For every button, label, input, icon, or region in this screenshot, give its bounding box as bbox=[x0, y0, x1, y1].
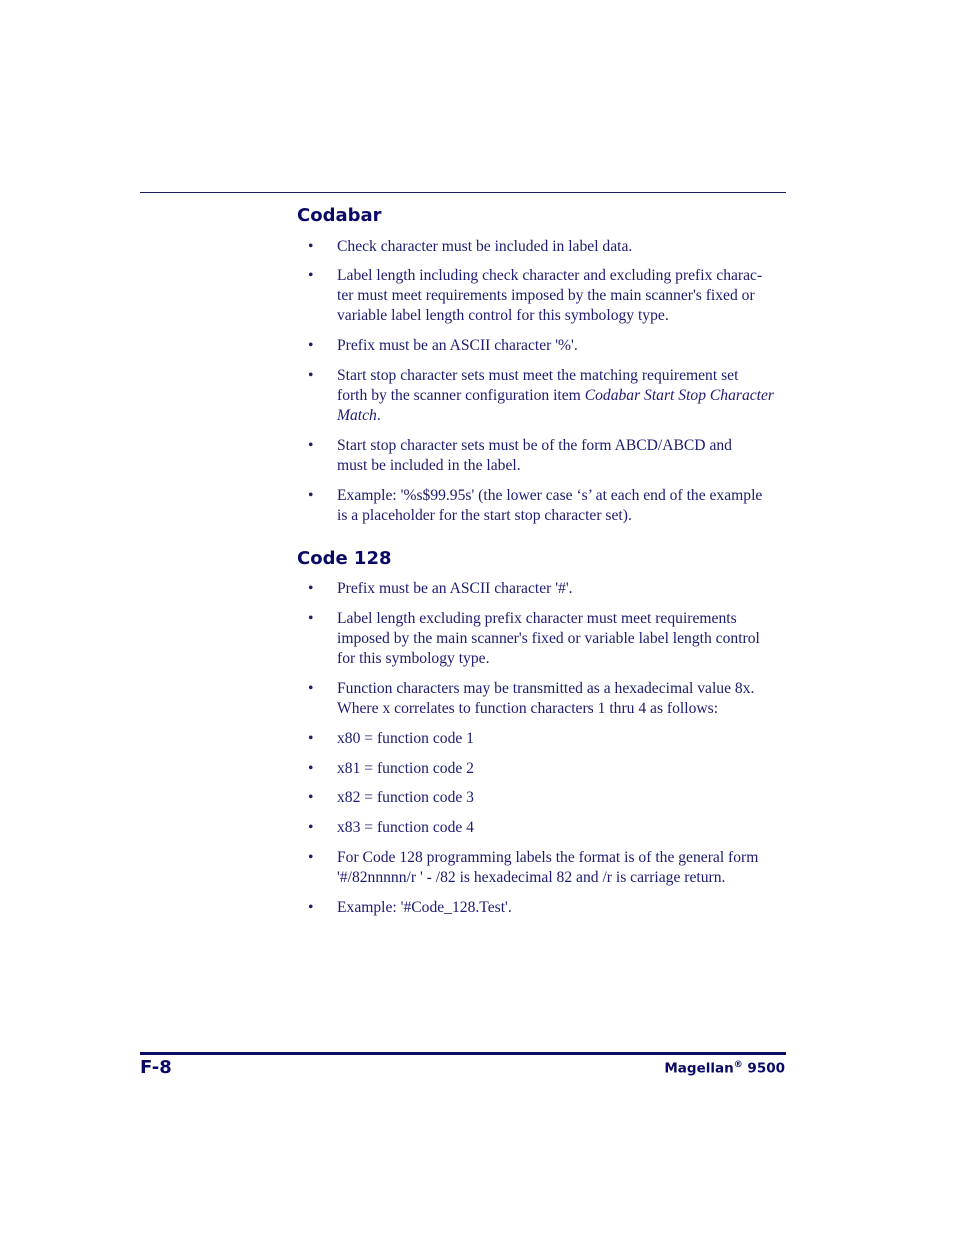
text-segment: x80 = function code 1 bbox=[337, 730, 474, 747]
text-segment: Label length including check character and excluding prefix charac- bbox=[337, 267, 763, 284]
text-line bbox=[337, 506, 762, 526]
bullet-icon: • bbox=[308, 849, 314, 866]
text-line bbox=[337, 759, 474, 779]
text-segment: Start stop character sets must meet the matching requirement set bbox=[337, 367, 739, 384]
text-line bbox=[337, 456, 732, 476]
text-segment: x83 = function code 4 bbox=[337, 819, 474, 836]
text-segment: Check character must be included in label data. bbox=[337, 238, 633, 255]
bullet-icon: • bbox=[308, 580, 314, 597]
section-heading: Code 128 bbox=[297, 548, 392, 569]
text-segment: Label length excluding prefix character must meet requirements bbox=[337, 610, 737, 627]
bullet-icon: • bbox=[308, 437, 314, 454]
item-text bbox=[337, 818, 474, 838]
item-text bbox=[337, 898, 512, 918]
bullet-icon: • bbox=[308, 760, 314, 777]
bullet-icon: • bbox=[308, 238, 314, 255]
bullet-icon: • bbox=[308, 337, 314, 354]
text-line bbox=[337, 237, 632, 257]
text-segment: Start stop character sets must be of the form ABCD/ABCD and bbox=[337, 437, 732, 454]
text-segment: Example: '%s$99.95s' (the lower case ‘s’ at each end of the example bbox=[337, 487, 763, 504]
bullet-icon: • bbox=[308, 819, 314, 836]
text-segment: Prefix must be an ASCII character '#'. bbox=[337, 580, 573, 597]
item-text bbox=[337, 486, 762, 526]
text-line bbox=[337, 818, 474, 838]
item-text bbox=[337, 336, 578, 356]
registered-mark: ® bbox=[733, 1060, 743, 1070]
text-segment: must be included in the label. bbox=[337, 457, 521, 475]
item-text bbox=[337, 788, 474, 808]
text-line bbox=[337, 729, 474, 749]
bullet-icon: • bbox=[308, 730, 314, 747]
italic-text: Match bbox=[337, 407, 377, 425]
text-segment: Function characters may be transmitted as a hexadecimal value 8x. bbox=[337, 680, 755, 697]
item-text bbox=[337, 848, 758, 888]
header-rule bbox=[140, 192, 786, 193]
text-line bbox=[337, 868, 758, 888]
text-segment: Where x correlates to function characters 1 thru 4 as follows: bbox=[337, 700, 719, 718]
text-line bbox=[337, 486, 762, 506]
product-label: Magellan bbox=[664, 1060, 734, 1077]
text-line bbox=[337, 306, 762, 326]
text-segment: Example: '#Code_128.Test'. bbox=[337, 899, 512, 916]
bullet-icon: • bbox=[308, 899, 314, 916]
bullet-icon: • bbox=[308, 610, 314, 627]
text-line bbox=[337, 699, 754, 719]
text-segment: for this symbology type. bbox=[337, 650, 490, 668]
italic-text: Codabar Start Stop Character bbox=[584, 387, 775, 405]
text-line bbox=[337, 406, 774, 426]
item-text bbox=[337, 436, 732, 476]
item-text bbox=[337, 266, 762, 327]
bullet-icon: • bbox=[308, 267, 314, 284]
item-text bbox=[337, 237, 632, 257]
text-line bbox=[337, 336, 578, 356]
text-line bbox=[337, 366, 774, 386]
text-line bbox=[337, 436, 732, 456]
text-segment: x81 = function code 2 bbox=[337, 760, 474, 777]
text-segment: Prefix must be an ASCII character '%'. bbox=[337, 337, 578, 354]
text-line bbox=[337, 579, 573, 599]
bullet-icon: • bbox=[308, 487, 314, 504]
text-line bbox=[337, 848, 758, 868]
text-line bbox=[337, 266, 762, 286]
text-segment: ter must meet requirements imposed by the main scanner's fixed or bbox=[337, 287, 755, 305]
text-line bbox=[337, 898, 512, 918]
bullet-icon: • bbox=[308, 367, 314, 384]
item-text bbox=[337, 679, 754, 719]
item-text bbox=[337, 609, 760, 670]
bullet-icon: • bbox=[308, 680, 314, 697]
text-segment: For Code 128 programming labels the format is of the general form bbox=[337, 849, 759, 866]
text-line bbox=[337, 649, 760, 669]
item-text bbox=[337, 729, 474, 749]
text-segment: x82 = function code 3 bbox=[337, 789, 474, 806]
item-text bbox=[337, 579, 573, 599]
text-line bbox=[337, 629, 760, 649]
section-heading: Codabar bbox=[297, 205, 382, 226]
page-number: F-8 bbox=[140, 1057, 172, 1078]
product-name bbox=[664, 1060, 785, 1077]
text-segment: is a placeholder for the start stop character set). bbox=[337, 507, 632, 525]
text-segment: variable label length control for this symbology type. bbox=[337, 307, 669, 325]
text-line bbox=[337, 386, 774, 406]
text-line bbox=[337, 679, 754, 699]
text-segment: . bbox=[376, 407, 381, 425]
bullet-icon: • bbox=[308, 789, 314, 806]
text-line bbox=[337, 609, 760, 629]
text-line bbox=[337, 286, 762, 306]
text-line bbox=[337, 788, 474, 808]
item-text bbox=[337, 759, 474, 779]
text-segment: forth by the scanner configuration item bbox=[337, 387, 585, 405]
item-text bbox=[337, 366, 774, 427]
model-number: 9500 bbox=[747, 1060, 785, 1077]
footer-rule bbox=[140, 1052, 786, 1055]
text-segment: imposed by the main scanner's fixed or variable label length control bbox=[337, 630, 760, 648]
text-segment: '#/82nnnnn/r ' - /82 is hexadecimal 82 and /r is carriage return. bbox=[337, 869, 726, 887]
